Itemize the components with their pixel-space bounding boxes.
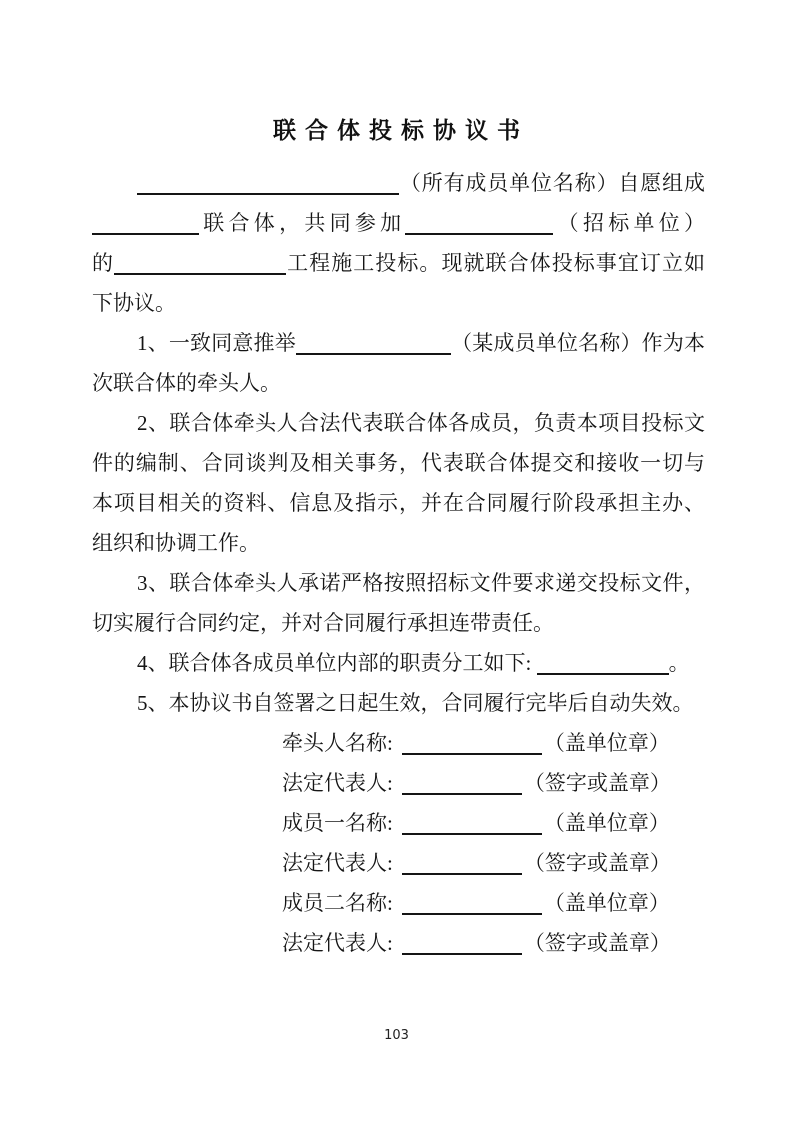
body-line-text: 的 <box>92 251 115 275</box>
body-line-text: （所有成员单位名称）自愿组成 <box>399 171 705 195</box>
signature-row <box>282 923 705 963</box>
body-line-text: 。 <box>668 651 690 675</box>
signature-block <box>282 723 705 963</box>
body-line-text: 联合体，共同参加 <box>199 211 406 235</box>
signature-label: 成员一名称: <box>282 811 393 835</box>
signature-label: 法定代表人: <box>282 931 393 955</box>
body-line <box>92 403 705 443</box>
signature-label: 法定代表人: <box>282 851 393 875</box>
body-line <box>92 483 705 523</box>
body-line <box>92 563 705 603</box>
signature-row <box>282 843 705 883</box>
fill-in-blank-line <box>296 332 451 355</box>
signature-suffix: （签字或盖章） <box>523 931 671 955</box>
body-line <box>92 283 705 323</box>
body-line <box>92 323 705 363</box>
signature-row <box>282 723 705 763</box>
signature-suffix: （签字或盖章） <box>523 851 671 875</box>
fill-in-blank-line <box>92 212 199 235</box>
body-line-text: 本项目相关的资料、信息及指示，并在合同履行阶段承担主办、 <box>92 491 705 515</box>
body-line <box>92 683 705 723</box>
fill-in-blank-line <box>137 172 399 195</box>
body-line-text: 4、联合体各成员单位内部的职责分工如下: <box>137 651 537 675</box>
body-line-text: 5、本协议书自签署之日起生效，合同履行完毕后自动失效。 <box>137 691 694 715</box>
body-line-text: （招标单位） <box>553 211 706 235</box>
body-line-text: （某成员单位名称）作为本 <box>450 331 706 355</box>
signature-suffix: （盖单位章） <box>543 731 670 755</box>
body-lines-container <box>92 163 705 723</box>
fill-in-blank-line <box>402 932 522 955</box>
body-line <box>92 523 705 563</box>
signature-row <box>282 803 705 843</box>
fill-in-blank-line <box>402 812 542 835</box>
body-line-text: 下协议。 <box>92 291 176 315</box>
signature-suffix: （盖单位章） <box>543 811 670 835</box>
body-line <box>92 603 705 643</box>
body-line <box>92 443 705 483</box>
fill-in-blank-line <box>402 892 542 915</box>
document-body <box>92 163 705 963</box>
signature-row <box>282 883 705 923</box>
body-line-text: 切实履行合同约定，并对合同履行承担连带责任。 <box>92 611 554 635</box>
body-line-text: 次联合体的牵头人。 <box>92 371 281 395</box>
fill-in-blank-line <box>537 652 669 675</box>
document-title: 联合体投标协议书 <box>273 118 529 143</box>
fill-in-blank-line <box>402 852 522 875</box>
body-line <box>92 643 705 683</box>
body-line-text: 1、一致同意推举 <box>137 331 296 355</box>
body-line-text: 2、联合体牵头人合法代表联合体各成员，负责本项目投标文 <box>137 411 705 435</box>
body-line <box>92 163 705 203</box>
signature-row <box>282 763 705 803</box>
signature-suffix: （盖单位章） <box>543 891 670 915</box>
fill-in-blank-line <box>114 252 286 275</box>
body-line <box>92 363 705 403</box>
body-line-text: 3、联合体牵头人承诺严格按照招标文件要求递交投标文件， <box>137 571 705 595</box>
body-line-text: 组织和协调工作。 <box>92 531 260 555</box>
signature-label: 法定代表人: <box>282 771 393 795</box>
fill-in-blank-line <box>405 212 553 235</box>
body-line-text: 件的编制、合同谈判及相关事务，代表联合体提交和接收一切与 <box>92 451 705 475</box>
body-line-text: 工程施工投标。现就联合体投标事宜订立如 <box>286 251 706 275</box>
signature-label: 牵头人名称: <box>282 731 393 755</box>
signature-label: 成员二名称: <box>282 891 393 915</box>
fill-in-blank-line <box>402 732 542 755</box>
page-number: 103 <box>384 1028 409 1043</box>
fill-in-blank-line <box>402 772 522 795</box>
signature-suffix: （签字或盖章） <box>523 771 671 795</box>
body-line <box>92 243 705 283</box>
body-line <box>92 203 705 243</box>
